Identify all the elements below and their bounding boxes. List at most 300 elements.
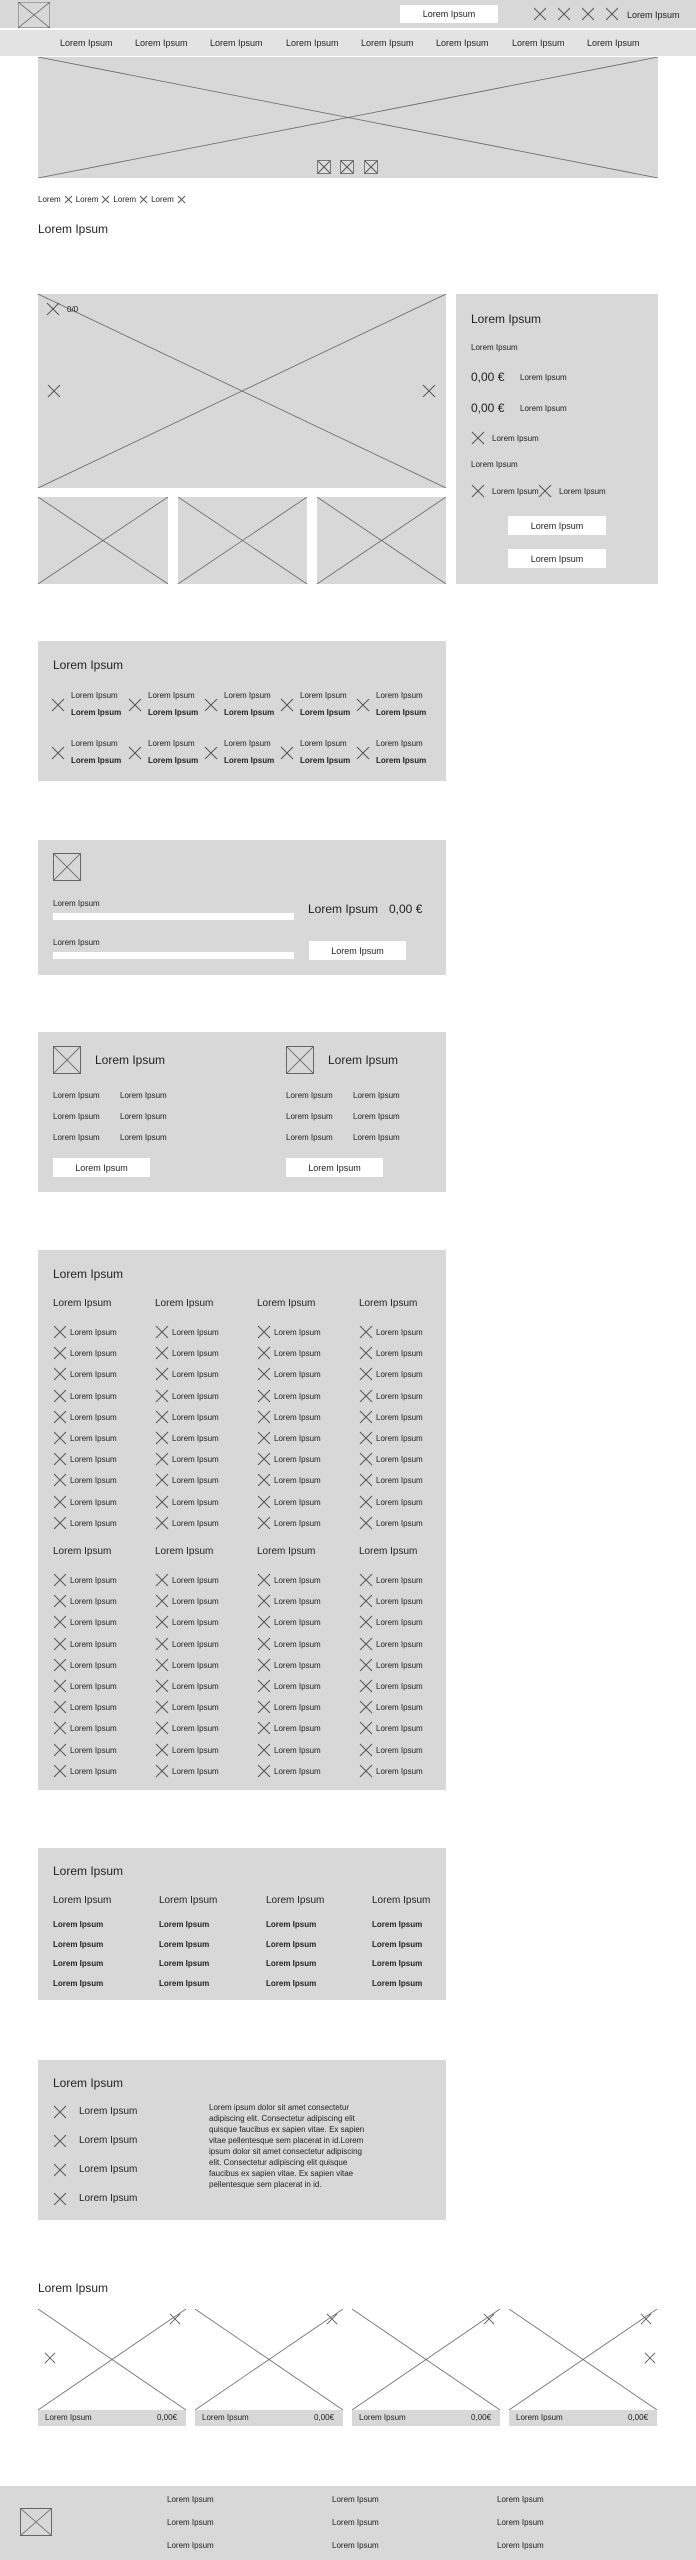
compare-cell: Lorem Ipsum (286, 1091, 333, 1100)
compare-cell: Lorem Ipsum (120, 1112, 167, 1121)
specs-column-heading: Lorem Ipsum (359, 1298, 418, 1309)
specs-item-label: Lorem Ipsum (274, 1597, 321, 1607)
details-row-label: Lorem Ipsum (372, 1939, 423, 1949)
specs-item-icon (257, 1325, 271, 1339)
specs-item-label: Lorem Ipsum (274, 1476, 321, 1486)
variant-b-label[interactable]: Lorem Ipsum (559, 487, 606, 496)
details-row-label: Lorem Ipsum (372, 1978, 423, 1988)
specs-item-icon (53, 1700, 67, 1714)
specs-item-label: Lorem Ipsum (172, 1497, 219, 1507)
details-title: Lorem Ipsum (53, 1864, 124, 1878)
specs-item-label: Lorem Ipsum (376, 1497, 423, 1507)
specs-item-icon (359, 1367, 373, 1381)
gallery-prev-icon[interactable] (47, 384, 61, 398)
specs-item-label: Lorem Ipsum (172, 1370, 219, 1380)
specs-item-label: Lorem Ipsum (172, 1412, 219, 1422)
feature-icon (128, 746, 142, 760)
breadcrumb-separator-icon (139, 195, 148, 204)
specs-item-icon (359, 1346, 373, 1360)
hero-dot-icon[interactable] (317, 160, 331, 174)
specs-section (38, 1250, 446, 1790)
specs-item-icon (155, 1679, 169, 1693)
details-row-label: Lorem Ipsum (372, 1920, 423, 1929)
specs-column-heading: Lorem Ipsum (53, 1546, 112, 1557)
specs-column-heading: Lorem Ipsum (359, 1546, 418, 1557)
nav-item[interactable]: Lorem Ipsum (436, 38, 489, 48)
compare-cell: Lorem Ipsum (286, 1133, 333, 1142)
product-subtitle: Lorem Ipsum (471, 343, 518, 352)
details-column-heading: Lorem Ipsum (159, 1895, 218, 1906)
details-row-label: Lorem Ipsum (53, 1978, 104, 1988)
footer-logo-icon[interactable] (20, 2508, 52, 2536)
specs-item-icon (257, 1637, 271, 1651)
related-product-image[interactable] (195, 2309, 343, 2410)
specs-item-icon (155, 1452, 169, 1466)
specs-item-label: Lorem Ipsum (376, 1745, 423, 1755)
specs-item-label: Lorem Ipsum (172, 1724, 219, 1734)
specs-item-icon (359, 1679, 373, 1693)
footer-link[interactable]: Lorem Ipsum (332, 2518, 379, 2527)
feature-label: Lorem Ipsum (300, 691, 347, 700)
specs-item-label: Lorem Ipsum (172, 1349, 219, 1359)
specs-item-label: Lorem Ipsum (70, 1576, 117, 1585)
info-item-icon (53, 2192, 67, 2206)
footer-link[interactable]: Lorem Ipsum (497, 2541, 544, 2550)
specs-item-label: Lorem Ipsum (70, 1518, 117, 1528)
gallery-next-icon[interactable] (422, 384, 436, 398)
related-product-price: 0,00€ (157, 2413, 178, 2422)
specs-item-icon (53, 1615, 67, 1629)
specs-item-label: Lorem Ipsum (274, 1682, 321, 1691)
specs-item-label: Lorem Ipsum (376, 1682, 423, 1691)
specs-item-icon (257, 1594, 271, 1608)
carousel-next-icon[interactable] (644, 2352, 656, 2364)
breadcrumb-separator-icon (177, 195, 186, 204)
specs-item-label: Lorem Ipsum (172, 1766, 219, 1776)
calculator-field2-input[interactable] (53, 952, 294, 959)
specs-item-label: Lorem Ipsum (274, 1328, 321, 1337)
specs-item-icon (155, 1594, 169, 1608)
feature-label: Lorem Ipsum (224, 739, 271, 748)
calculator-total-label: Lorem Ipsum (308, 902, 379, 916)
specs-item-label: Lorem Ipsum (376, 1455, 423, 1465)
compare-cell: Lorem Ipsum (53, 1112, 100, 1121)
feature-value: Lorem Ipsum (71, 756, 122, 765)
specs-item-icon (155, 1721, 169, 1735)
specs-item-icon (359, 1721, 373, 1735)
related-title: Lorem Ipsum (38, 2281, 109, 2295)
wishlist-icon[interactable] (169, 2313, 181, 2325)
breadcrumb-item[interactable]: Lorem (113, 194, 137, 204)
specs-item-label: Lorem Ipsum (274, 1455, 321, 1465)
related-product-image[interactable] (509, 2309, 657, 2410)
specs-item-label: Lorem Ipsum (70, 1497, 117, 1507)
specs-item-icon (359, 1431, 373, 1445)
specs-item-icon (359, 1658, 373, 1672)
wishlist-icon[interactable] (640, 2313, 652, 2325)
breadcrumb-item[interactable]: Lorem (75, 194, 99, 204)
related-product-image[interactable] (352, 2309, 500, 2410)
specs-item-label: Lorem Ipsum (376, 1518, 423, 1528)
specs-item-icon (257, 1389, 271, 1403)
specs-item-icon (257, 1700, 271, 1714)
specs-item-label: Lorem Ipsum (70, 1618, 117, 1628)
specs-item-icon (359, 1516, 373, 1530)
specs-item-label: Lorem Ipsum (70, 1455, 117, 1465)
compare-cell: Lorem Ipsum (353, 1112, 400, 1121)
specs-item-label: Lorem Ipsum (70, 1328, 117, 1337)
calculator-field2-label: Lorem Ipsum (53, 938, 100, 947)
specs-item-label: Lorem Ipsum (376, 1724, 423, 1734)
footer-link[interactable]: Lorem Ipsum (167, 2495, 214, 2504)
footer-link[interactable]: Lorem Ipsum (332, 2495, 379, 2504)
specs-item-icon (257, 1658, 271, 1672)
breadcrumb (38, 193, 186, 205)
hero-dot-icon[interactable] (340, 160, 354, 174)
compare-image-icon (53, 1046, 81, 1074)
specs-item-label: Lorem Ipsum (172, 1434, 219, 1443)
specs-item-icon (53, 1367, 67, 1381)
details-section (38, 1848, 446, 2000)
specs-item-icon (155, 1637, 169, 1651)
nav-item[interactable]: Lorem Ipsum (210, 38, 263, 48)
feature-icon (356, 698, 370, 712)
main-nav (0, 30, 696, 56)
info-item-icon (53, 2105, 67, 2119)
specs-item-label: Lorem Ipsum (376, 1328, 423, 1337)
carousel-prev-icon[interactable] (44, 2352, 56, 2364)
footer-link[interactable]: Lorem Ipsum (497, 2518, 544, 2527)
specs-item-label: Lorem Ipsum (70, 1349, 117, 1359)
specs-item-label: Lorem Ipsum (70, 1412, 117, 1422)
specs-item-icon (257, 1452, 271, 1466)
specs-item-icon (155, 1764, 169, 1778)
specs-item-label: Lorem Ipsum (376, 1660, 423, 1670)
wishlist-icon[interactable] (483, 2313, 495, 2325)
footer-link[interactable]: Lorem Ipsum (167, 2518, 214, 2527)
specs-item-icon (53, 1516, 67, 1530)
secondary-action-button[interactable]: Lorem Ipsum (508, 549, 606, 568)
specs-item-icon (257, 1615, 271, 1629)
specs-item-label: Lorem Ipsum (274, 1576, 321, 1585)
compare-cell: Lorem Ipsum (120, 1133, 167, 1142)
specs-item-label: Lorem Ipsum (376, 1349, 423, 1359)
specs-item-label: Lorem Ipsum (172, 1518, 219, 1528)
specs-item-icon (359, 1764, 373, 1778)
specs-item-icon (257, 1679, 271, 1693)
variant-b-icon[interactable] (538, 484, 552, 498)
compare-card-button[interactable]: Lorem Ipsum (286, 1158, 383, 1177)
feature-label: Lorem Ipsum (376, 739, 423, 748)
specs-item-label: Lorem Ipsum (274, 1766, 321, 1776)
compare-section (38, 1032, 446, 1192)
specs-item-label: Lorem Ipsum (274, 1724, 321, 1734)
related-product-price: 0,00€ (314, 2413, 335, 2422)
calculator-field1-input[interactable] (53, 913, 294, 920)
specs-item-icon (359, 1325, 373, 1339)
gallery-thumbnail[interactable] (178, 497, 307, 584)
feature-icon (280, 746, 294, 760)
info-paragraph: Lorem ipsum dolor sit amet consectetur adipiscing elit. Consectetur adipiscing elit quisque faucibus ex sapien vitae. Ex sapien vitae pellentesque sem placerat in id.Lorem ipsum dolor sit amet consectetur adipiscing elit. Consectetur adipiscing elit quisque faucibus ex sapien vitae. Ex sapien vitae pellentesque sem placerat in id. (209, 2103, 365, 2189)
feature-label: Lorem Ipsum (148, 739, 195, 748)
compare-cell: Lorem Ipsum (120, 1091, 167, 1100)
related-product-price: 0,00€ (628, 2413, 649, 2422)
related-product-price: 0,00€ (471, 2413, 492, 2422)
specs-item-label: Lorem Ipsum (70, 1597, 117, 1607)
details-row-label: Lorem Ipsum (53, 1959, 104, 1968)
feature-label: Lorem Ipsum (224, 691, 271, 700)
specs-item-label: Lorem Ipsum (70, 1476, 117, 1486)
nav-item[interactable]: Lorem Ipsum (587, 38, 640, 48)
specs-item-icon (257, 1410, 271, 1424)
specs-item-icon (53, 1410, 67, 1424)
footer-link[interactable]: Lorem Ipsum (167, 2541, 214, 2550)
compare-cell: Lorem Ipsum (53, 1133, 100, 1142)
specs-item-label: Lorem Ipsum (70, 1434, 117, 1443)
details-row-label: Lorem Ipsum (159, 1939, 210, 1949)
related-product-image[interactable] (38, 2309, 186, 2410)
specs-item-icon (53, 1637, 67, 1651)
feature-value: Lorem Ipsum (224, 708, 275, 717)
breadcrumb-item[interactable]: Lorem (151, 194, 174, 204)
specs-title: Lorem Ipsum (53, 1267, 124, 1281)
feature-icon (280, 698, 294, 712)
details-row-label: Lorem Ipsum (266, 1959, 317, 1968)
details-row-label: Lorem Ipsum (266, 1920, 317, 1929)
cart-icon[interactable] (581, 7, 595, 21)
calculator-button[interactable]: Lorem Ipsum (309, 941, 406, 960)
account-link[interactable]: Lorem Ipsum (627, 10, 680, 20)
specs-item-label: Lorem Ipsum (172, 1476, 219, 1486)
price-main: 0,00 € (471, 370, 505, 384)
specs-item-icon (53, 1679, 67, 1693)
specs-item-icon (359, 1473, 373, 1487)
compare-card-button[interactable]: Lorem Ipsum (53, 1158, 150, 1177)
specs-item-icon (53, 1452, 67, 1466)
info-item-label: Lorem Ipsum (79, 2164, 138, 2175)
specs-item-label: Lorem Ipsum (70, 1660, 117, 1670)
specs-item-icon (155, 1516, 169, 1530)
hero-dot-icon[interactable] (364, 160, 378, 174)
feature-value: Lorem Ipsum (300, 708, 351, 717)
nav-item[interactable]: Lorem Ipsum (361, 38, 414, 48)
specs-item-label: Lorem Ipsum (172, 1328, 219, 1337)
specs-item-icon (359, 1410, 373, 1424)
specs-item-icon (359, 1452, 373, 1466)
specs-item-label: Lorem Ipsum (172, 1639, 219, 1649)
option-label: Lorem Ipsum (492, 434, 539, 443)
details-column-heading: Lorem Ipsum (372, 1895, 431, 1906)
specs-item-icon (257, 1495, 271, 1509)
specs-item-label: Lorem Ipsum (274, 1434, 321, 1443)
breadcrumb-item[interactable]: Lorem (38, 194, 61, 204)
footer-link[interactable]: Lorem Ipsum (332, 2541, 379, 2550)
specs-item-icon (359, 1573, 373, 1587)
specs-item-icon (155, 1473, 169, 1487)
feature-value: Lorem Ipsum (300, 756, 351, 765)
main-product-image (38, 294, 446, 488)
related-product-name: Lorem Ipsum (202, 2413, 249, 2422)
specs-item-icon (257, 1743, 271, 1757)
specs-item-label: Lorem Ipsum (172, 1660, 219, 1670)
specs-item-icon (257, 1431, 271, 1445)
feature-label: Lorem Ipsum (71, 691, 118, 700)
info-item-icon (53, 2163, 67, 2177)
footer (0, 2486, 696, 2560)
specs-item-label: Lorem Ipsum (70, 1703, 117, 1713)
specs-item-icon (359, 1389, 373, 1403)
feature-icon (356, 746, 370, 760)
specs-column-heading: Lorem Ipsum (155, 1298, 214, 1309)
specs-item-label: Lorem Ipsum (274, 1412, 321, 1422)
specs-item-icon (359, 1495, 373, 1509)
specs-item-icon (359, 1594, 373, 1608)
option-icon[interactable] (471, 431, 485, 445)
specs-item-label: Lorem Ipsum (70, 1724, 117, 1734)
variants-label: Lorem Ipsum (471, 460, 518, 469)
breadcrumb-separator-icon (64, 195, 73, 204)
specs-item-label: Lorem Ipsum (376, 1639, 423, 1649)
compare-cell: Lorem Ipsum (353, 1091, 400, 1100)
user-icon[interactable] (605, 7, 619, 21)
compare-card-title: Lorem Ipsum (328, 1053, 399, 1067)
nav-item[interactable]: Lorem Ipsum (512, 38, 565, 48)
specs-item-label: Lorem Ipsum (376, 1576, 423, 1585)
variant-a-label[interactable]: Lorem Ipsum (492, 487, 539, 496)
specs-item-label: Lorem Ipsum (376, 1476, 423, 1486)
nav-item[interactable]: Lorem Ipsum (135, 38, 188, 48)
specs-item-icon (53, 1325, 67, 1339)
specs-item-icon (53, 1764, 67, 1778)
specs-item-icon (53, 1346, 67, 1360)
calculator-total-value: 0,00 € (389, 902, 423, 916)
specs-item-label: Lorem Ipsum (376, 1597, 423, 1607)
nav-item[interactable]: Lorem Ipsum (286, 38, 339, 48)
specs-item-label: Lorem Ipsum (274, 1349, 321, 1359)
specs-item-label: Lorem Ipsum (376, 1766, 423, 1776)
page-title: Lorem Ipsum (38, 222, 109, 236)
specs-item-label: Lorem Ipsum (172, 1745, 219, 1755)
info-title: Lorem Ipsum (53, 2076, 124, 2090)
specs-item-label: Lorem Ipsum (172, 1576, 219, 1585)
specs-item-icon (53, 1431, 67, 1445)
feature-icon (204, 698, 218, 712)
calculator-field1-label: Lorem Ipsum (53, 899, 100, 908)
feature-label: Lorem Ipsum (71, 739, 118, 748)
specs-item-icon (53, 1658, 67, 1672)
specs-item-icon (53, 1594, 67, 1608)
specs-item-icon (257, 1764, 271, 1778)
footer-link[interactable]: Lorem Ipsum (497, 2495, 544, 2504)
product-title: Lorem Ipsum (471, 312, 542, 326)
specs-column-heading: Lorem Ipsum (53, 1298, 112, 1309)
specs-item-icon (359, 1743, 373, 1757)
specs-item-icon (155, 1615, 169, 1629)
specs-item-label: Lorem Ipsum (70, 1682, 117, 1691)
details-row-label: Lorem Ipsum (159, 1920, 210, 1929)
specs-item-label: Lorem Ipsum (274, 1703, 321, 1713)
gallery-counter: 0/0 (67, 305, 79, 314)
price-secondary: 0,00 € (471, 401, 505, 415)
specs-column-heading: Lorem Ipsum (257, 1546, 316, 1557)
specs-item-label: Lorem Ipsum (172, 1682, 219, 1691)
related-product-name: Lorem Ipsum (359, 2413, 406, 2422)
specs-item-label: Lorem Ipsum (70, 1370, 117, 1380)
feature-value: Lorem Ipsum (224, 756, 275, 765)
gallery-thumbnail[interactable] (317, 497, 446, 584)
wishlist-icon[interactable] (533, 7, 547, 21)
logo-icon[interactable] (18, 2, 50, 28)
search-button[interactable]: Lorem Ipsum (400, 5, 498, 23)
feature-value: Lorem Ipsum (148, 708, 199, 717)
specs-item-icon (53, 1573, 67, 1587)
specs-item-icon (359, 1700, 373, 1714)
info-item-icon (53, 2134, 67, 2148)
specs-item-label: Lorem Ipsum (274, 1391, 321, 1401)
wishlist-icon[interactable] (326, 2313, 338, 2325)
info-section (38, 2060, 446, 2220)
info-item-label: Lorem Ipsum (79, 2106, 138, 2117)
details-column-heading: Lorem Ipsum (266, 1895, 325, 1906)
specs-item-icon (53, 1389, 67, 1403)
feature-icon (128, 698, 142, 712)
specs-item-label: Lorem Ipsum (70, 1639, 117, 1649)
specs-item-label: Lorem Ipsum (376, 1618, 423, 1628)
compare-cell: Lorem Ipsum (353, 1133, 400, 1142)
specs-item-label: Lorem Ipsum (376, 1703, 423, 1713)
specs-item-label: Lorem Ipsum (172, 1597, 219, 1607)
specs-item-label: Lorem Ipsum (274, 1497, 321, 1507)
specs-item-label: Lorem Ipsum (70, 1391, 117, 1401)
specs-item-icon (53, 1473, 67, 1487)
feature-value: Lorem Ipsum (376, 756, 427, 765)
specs-item-label: Lorem Ipsum (376, 1412, 423, 1422)
info-item-label: Lorem Ipsum (79, 2135, 138, 2146)
specs-item-label: Lorem Ipsum (172, 1455, 219, 1465)
specs-item-icon (155, 1346, 169, 1360)
feature-value: Lorem Ipsum (148, 756, 199, 765)
calculator-section (38, 840, 446, 975)
features-title: Lorem Ipsum (53, 658, 124, 672)
add-to-cart-button[interactable]: Lorem Ipsum (508, 516, 606, 535)
specs-item-icon (155, 1573, 169, 1587)
specs-item-icon (257, 1721, 271, 1735)
info-item-label: Lorem Ipsum (79, 2193, 138, 2204)
specs-item-label: Lorem Ipsum (376, 1391, 423, 1401)
specs-item-label: Lorem Ipsum (376, 1370, 423, 1380)
related-product-name: Lorem Ipsum (45, 2413, 92, 2422)
details-row-label: Lorem Ipsum (372, 1959, 423, 1968)
specs-item-label: Lorem Ipsum (172, 1703, 219, 1713)
nav-item[interactable]: Lorem Ipsum (60, 38, 113, 48)
gallery-thumbnail[interactable] (38, 497, 168, 584)
specs-item-label: Lorem Ipsum (172, 1391, 219, 1401)
compare-cell: Lorem Ipsum (53, 1091, 100, 1100)
specs-item-icon (257, 1367, 271, 1381)
specs-item-label: Lorem Ipsum (274, 1518, 321, 1528)
compare-cell: Lorem Ipsum (286, 1112, 333, 1121)
compare-icon[interactable] (557, 7, 571, 21)
feature-label: Lorem Ipsum (148, 691, 195, 700)
feature-icon (51, 746, 65, 760)
specs-item-icon (155, 1367, 169, 1381)
specs-item-label: Lorem Ipsum (274, 1370, 321, 1380)
specs-item-label: Lorem Ipsum (376, 1434, 423, 1443)
compare-image-icon (286, 1046, 314, 1074)
compare-card-title: Lorem Ipsum (95, 1053, 166, 1067)
variant-a-icon[interactable] (471, 484, 485, 498)
specs-item-icon (53, 1743, 67, 1757)
